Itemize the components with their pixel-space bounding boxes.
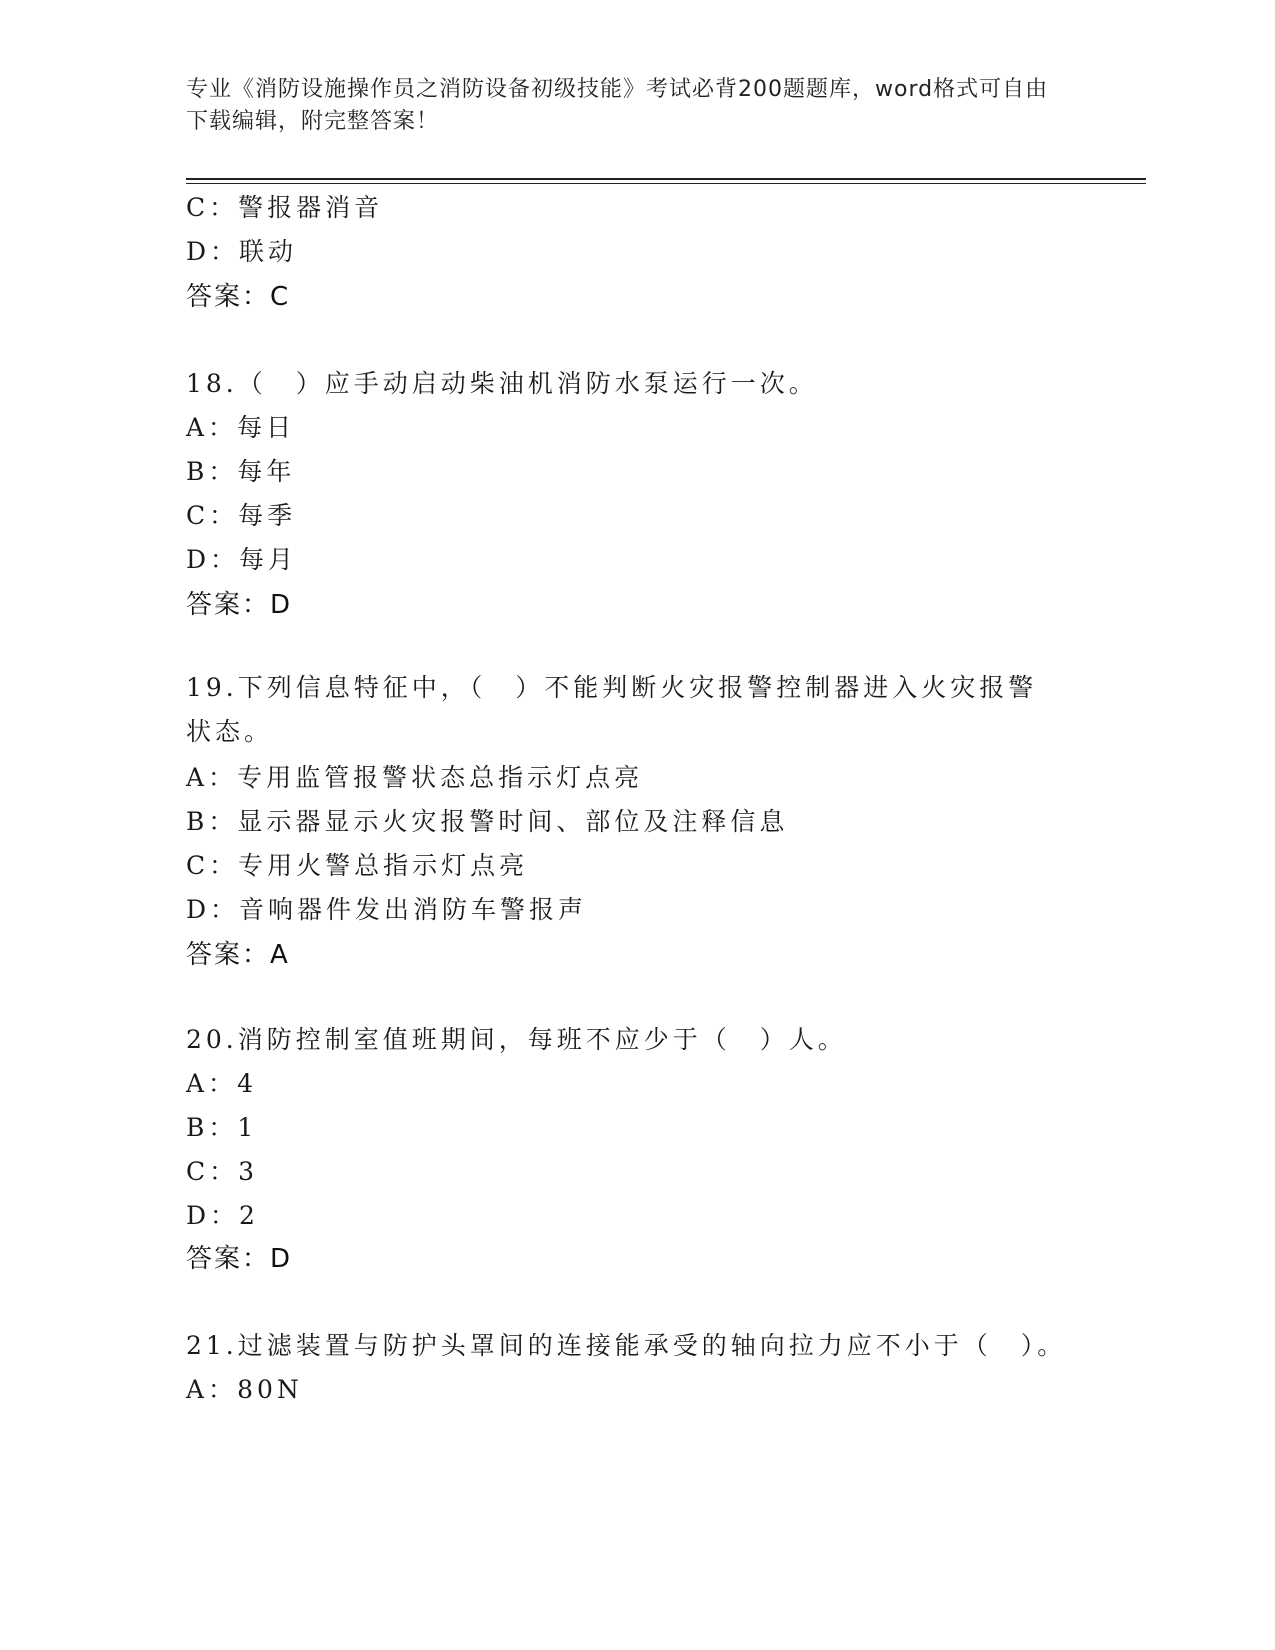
q20-answer: 答案：D bbox=[186, 1244, 293, 1274]
q18-stem: 18.（ ）应手动启动柴油机消防水泵运行一次。 bbox=[186, 369, 818, 398]
option-label: B： bbox=[186, 1113, 238, 1142]
option-text: 每日 bbox=[237, 413, 296, 442]
q18-option-b bbox=[186, 452, 295, 488]
prev-answer: 答案：C bbox=[186, 282, 291, 312]
prev-option-d bbox=[186, 232, 297, 268]
option-label: C： bbox=[186, 1157, 239, 1186]
option-label: D： bbox=[186, 545, 240, 574]
option-label: C： bbox=[186, 501, 239, 530]
option-text: 专用监管报警状态总指示灯点亮 bbox=[237, 763, 644, 792]
q19-option-d bbox=[186, 890, 587, 926]
option-text: 每年 bbox=[237, 457, 296, 486]
q19-option-a bbox=[186, 758, 643, 794]
header-divider-thin bbox=[186, 183, 1146, 184]
option-label: D： bbox=[186, 895, 240, 924]
option-text: 显示器显示火灾报警时间、部位及注释信息 bbox=[237, 807, 789, 836]
option-label: C： bbox=[186, 193, 239, 222]
q20-stem: 20.消防控制室值班期间，每班不应少于（ ）人。 bbox=[186, 1025, 847, 1054]
option-label: A： bbox=[186, 1069, 238, 1098]
option-label: D： bbox=[186, 237, 240, 266]
q19-stem: 19.下列信息特征中，（ ）不能判断火灾报警控制器进入火灾报警状态。 bbox=[186, 673, 1038, 746]
q19-option-b bbox=[186, 802, 788, 838]
option-text: 专用火警总指示灯点亮 bbox=[238, 851, 529, 880]
option-text: 4 bbox=[237, 1069, 257, 1098]
option-label: A： bbox=[186, 413, 238, 442]
option-label: B： bbox=[186, 457, 238, 486]
q18-answer: 答案：D bbox=[186, 590, 293, 620]
q20-option-b bbox=[186, 1108, 257, 1144]
option-label: C： bbox=[186, 851, 239, 880]
option-text: 联动 bbox=[239, 237, 298, 266]
q21-stem: 21.过滤装置与防护头罩间的连接能承受的轴向拉力应不小于（ ）。 bbox=[186, 1331, 1067, 1360]
header-divider-thick bbox=[186, 178, 1146, 180]
option-text: 每季 bbox=[238, 501, 297, 530]
option-text: 80N bbox=[237, 1375, 303, 1404]
option-text: 警报器消音 bbox=[238, 193, 384, 222]
option-text: 音响器件发出消防车警报声 bbox=[239, 895, 588, 924]
prev-option-c bbox=[186, 188, 383, 224]
q20-option-c bbox=[186, 1152, 258, 1188]
option-text: 2 bbox=[239, 1201, 259, 1230]
q19-option-c bbox=[186, 846, 528, 882]
q21-option-a bbox=[186, 1370, 303, 1406]
q19-answer: 答案：A bbox=[186, 940, 290, 970]
q18-option-d bbox=[186, 540, 297, 576]
q18-option-c bbox=[186, 496, 296, 532]
option-label: B： bbox=[186, 807, 238, 836]
option-text: 每月 bbox=[239, 545, 298, 574]
option-label: D： bbox=[186, 1201, 240, 1230]
document-header: 专业《消防设施操作员之消防设备初级技能》考试必背200题题库，word格式可自由下载编辑，附完整答案！ bbox=[186, 77, 1049, 134]
option-label: A： bbox=[186, 763, 238, 792]
q20-option-a bbox=[186, 1064, 257, 1100]
option-label: A： bbox=[186, 1375, 238, 1404]
q18-option-a bbox=[186, 408, 295, 444]
option-text: 3 bbox=[238, 1157, 259, 1186]
option-text: 1 bbox=[237, 1113, 258, 1142]
q20-option-d bbox=[186, 1196, 259, 1232]
